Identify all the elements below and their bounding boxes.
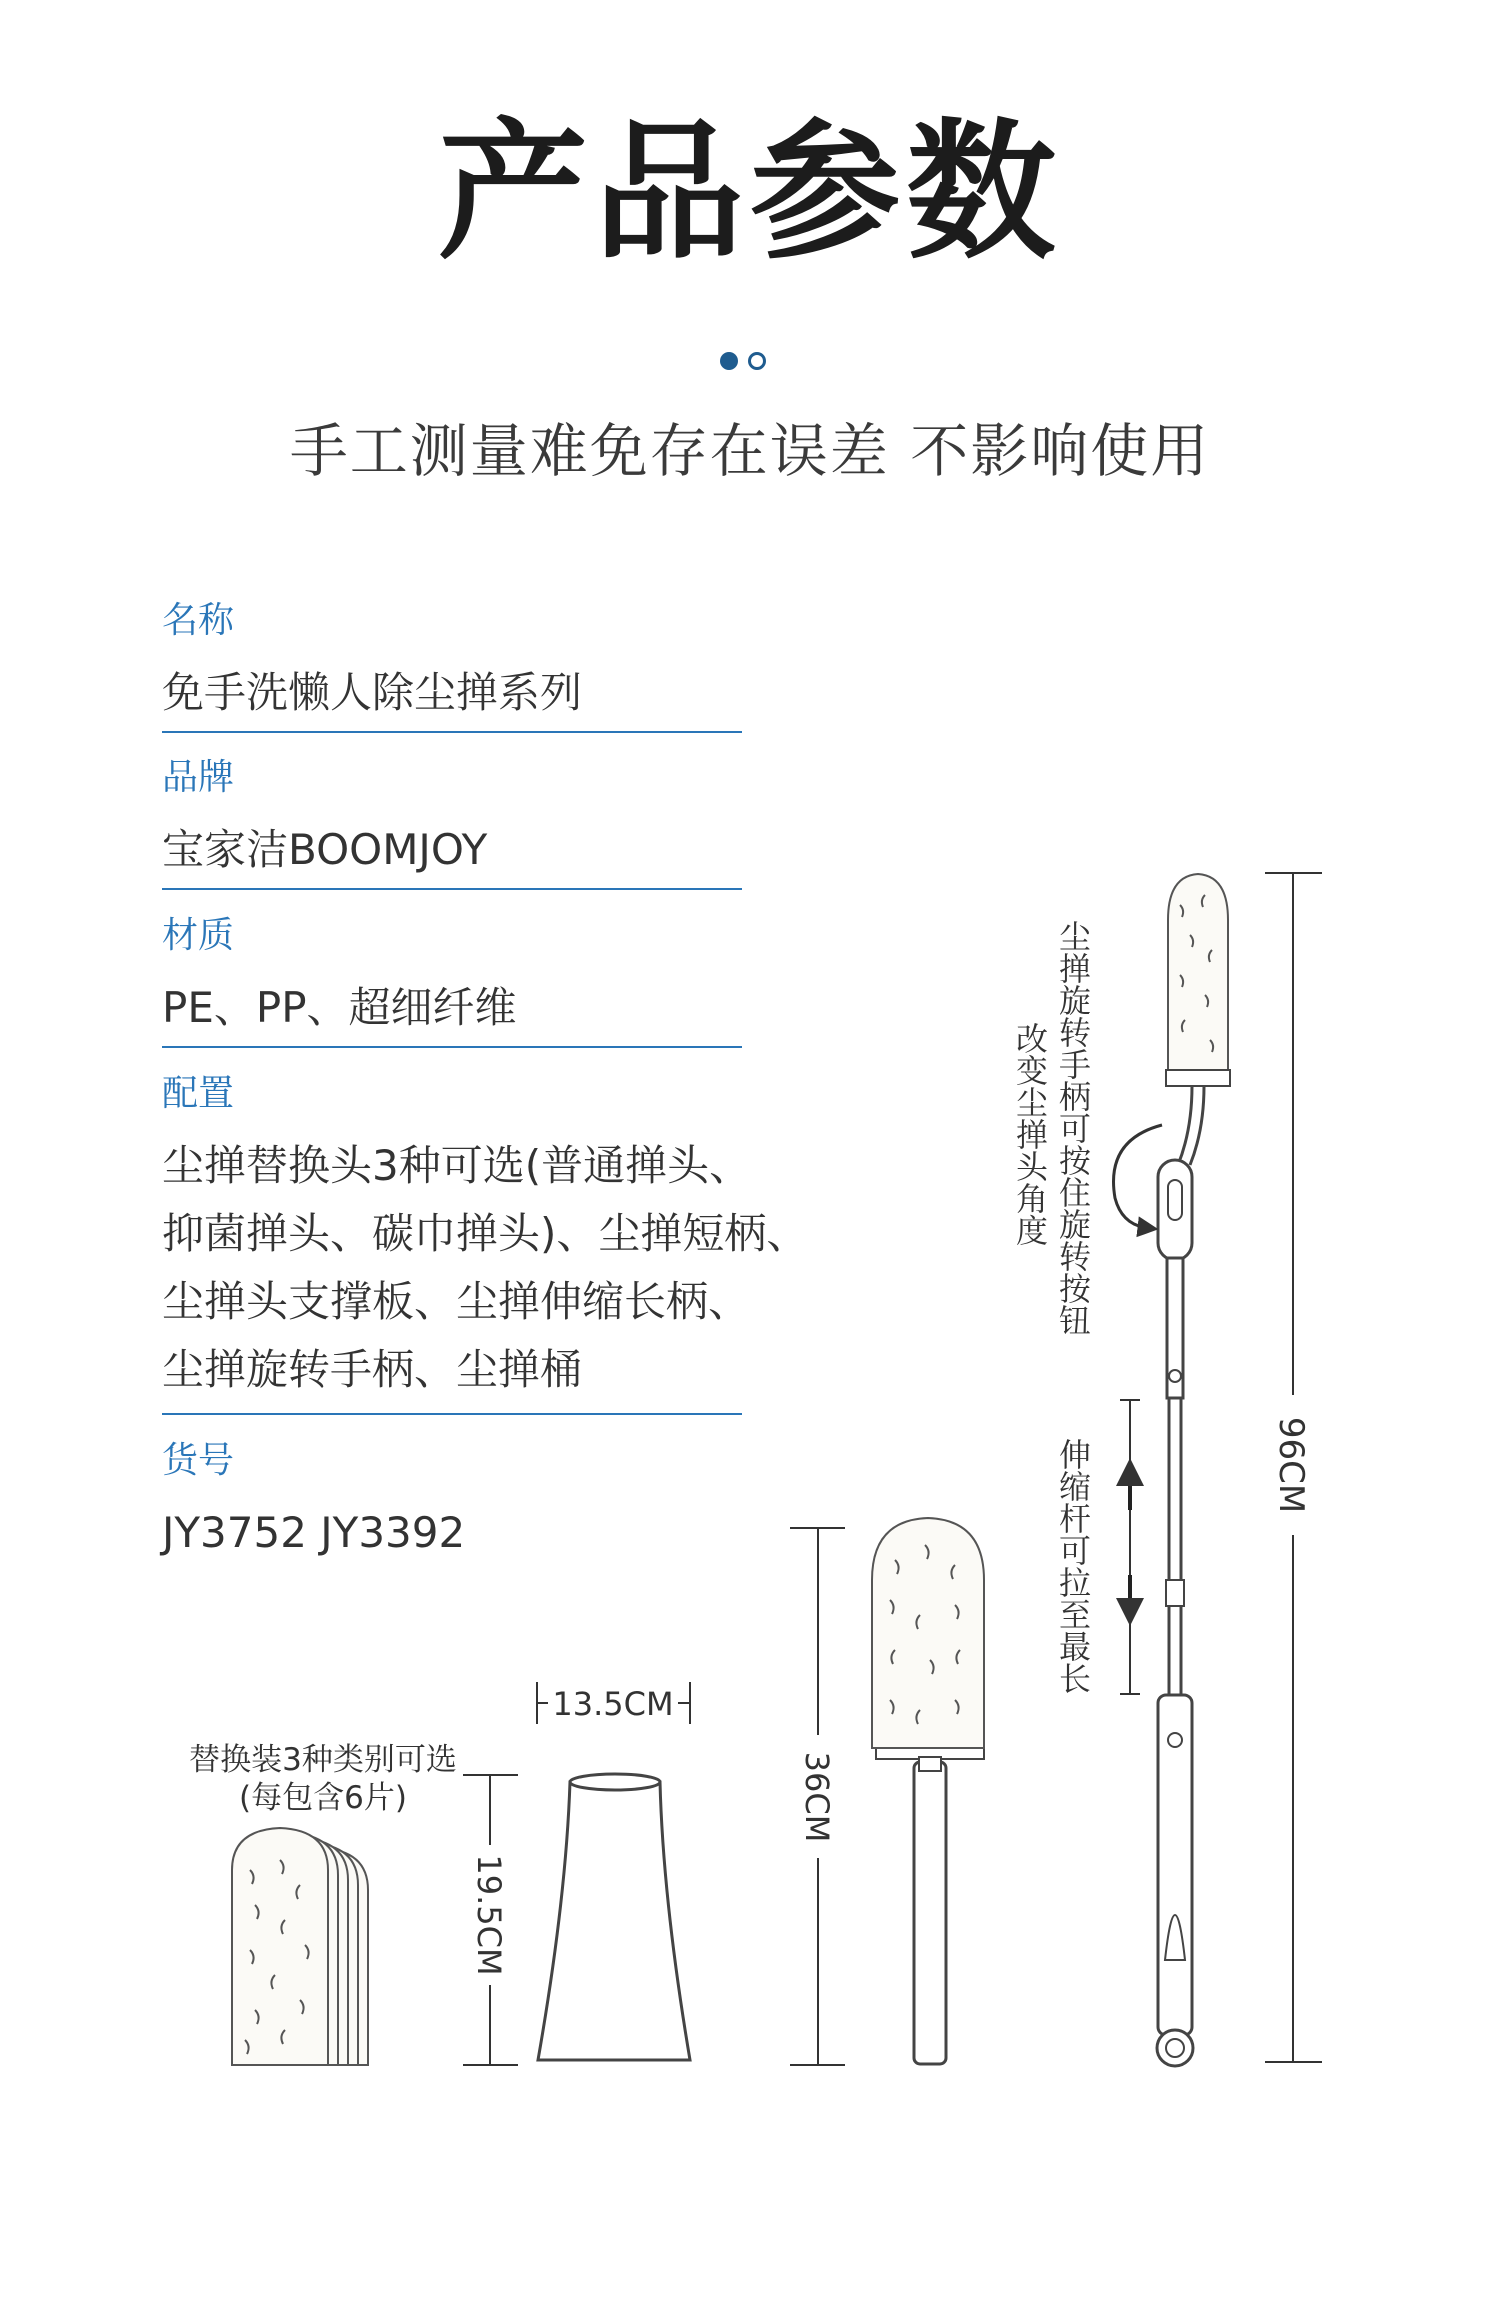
spec-label: 材质: [162, 915, 235, 956]
spec-value: PE、PP、超细纤维: [162, 983, 517, 1032]
short-duster-height-label: 36CM: [798, 1751, 836, 1843]
page-title: 产品参数: [437, 106, 1062, 280]
spec-label: 货号: [162, 1440, 235, 1481]
spec-value-line: 尘掸头支撑板、尘掸伸缩长柄、: [162, 1277, 751, 1326]
spec-value-line: 抑菌掸头、碳巾掸头)、尘掸短柄、: [162, 1209, 809, 1258]
bucket-height-label: 19.5CM: [470, 1854, 508, 1976]
telescopic-bracket: [1120, 1400, 1140, 1694]
page-subtitle: 手工测量难免存在误差 不影响使用: [289, 417, 1211, 485]
long-duster-height-label: 96CM: [1271, 1416, 1311, 1514]
spec-label: 名称: [162, 600, 235, 641]
spec-value-line: 尘掸替换头3种可选(普通掸头、: [162, 1141, 752, 1190]
spec-value: 宝家洁BOOMJOY: [162, 825, 488, 874]
bucket-icon: [538, 1774, 690, 2060]
rotate-note-sub: 改变尘掸头角度: [1011, 1022, 1049, 1246]
refill-heads-icon: [232, 1828, 368, 2065]
refill-note-sub: (每包含6片): [239, 1780, 407, 1816]
rotate-arrow-icon: [1114, 1125, 1162, 1228]
rotate-note: 尘掸旋转手柄可按住旋转按钮: [1054, 920, 1092, 1336]
spec-value-line: 尘掸旋转手柄、尘掸桶: [162, 1345, 583, 1394]
spec-value: JY3752 JY3392: [162, 1508, 466, 1557]
telescopic-note: 伸缩杆可拉至最长: [1054, 1438, 1092, 1694]
refill-note: 替换装3种类别可选: [189, 1742, 457, 1778]
spec-value: 免手洗懒人除尘掸系列: [162, 668, 583, 717]
long-duster-icon: [1157, 874, 1230, 2066]
bucket-width-label: 13.5CM: [552, 1685, 674, 1723]
spec-label: 品牌: [162, 757, 235, 798]
spec-label: 配置: [162, 1073, 235, 1114]
short-duster-icon: [872, 1518, 984, 2064]
